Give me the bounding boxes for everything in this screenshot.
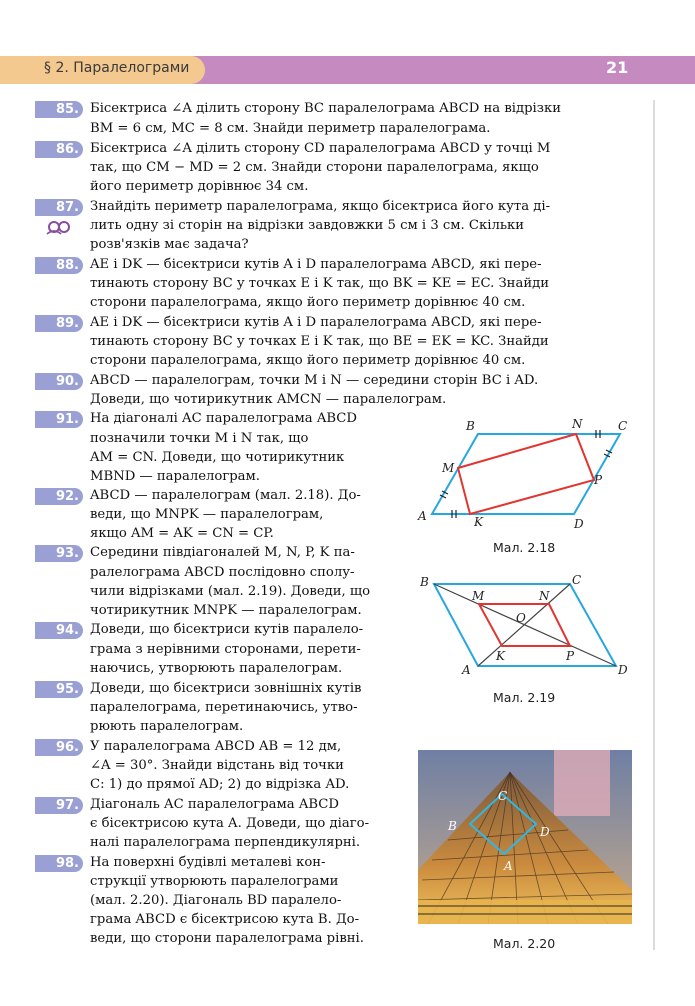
label-d: D <box>618 663 628 677</box>
problem-93-line-4: чотирикутник MNPK — паралелограм. <box>90 603 362 618</box>
problem-number-97: 97. <box>35 797 83 814</box>
problem-number-87: 87. <box>35 199 83 216</box>
label-a: A <box>418 509 427 523</box>
problem-98-line-5: веди, що сторони паралелограма рівні. <box>90 931 364 946</box>
problem-87-line-1: Знайдіть периметр паралелограма, якщо бісектриса його кута ді- <box>90 199 551 214</box>
problem-number-90: 90. <box>35 373 83 390</box>
section-title: § 2. Паралелограми <box>44 60 190 76</box>
problem-89-line-2: тинають сторону BC у точках E і K так, що BE = EK = KC. Знайди <box>90 334 549 349</box>
caption-2-19: Мал. 2.19 <box>493 690 556 705</box>
caption-2-18: Мал. 2.18 <box>493 540 556 555</box>
problem-86-line-3: його периметр дорівнює 34 см. <box>90 179 309 194</box>
problem-91-line-1: На діагоналі AC паралелограма ABCD <box>90 411 357 426</box>
problem-92-line-2: веди, що MNPK — паралелограм, <box>90 507 324 522</box>
problem-96-line-1: У паралелограма ABCD AB = 12 дм, <box>90 739 342 754</box>
problem-number-94: 94. <box>35 622 83 639</box>
problem-number-86: 86. <box>35 141 83 158</box>
figure-2-19 <box>412 572 642 682</box>
problem-number-96: 96. <box>35 739 83 756</box>
problem-92-line-1: ABCD — паралелограм (мал. 2.18). До- <box>90 488 361 503</box>
problem-95-line-2: паралелограма, перетинаючись, утво- <box>90 700 358 715</box>
problem-87-line-2: лить одну зі сторін на відрізки завдовжки 5 см і 3 см. Скільки <box>90 218 525 233</box>
problem-94-line-2: грама з нерівними сторонами, перети- <box>90 642 361 657</box>
label-m: M <box>472 589 485 603</box>
figure-2-18 <box>412 412 642 532</box>
problem-number-92: 92. <box>35 488 83 505</box>
label-n: N <box>539 589 550 603</box>
problem-93-line-3: чили відрізками (мал. 2.19). Доведи, що <box>90 584 371 599</box>
problem-number-88: 88. <box>35 257 83 274</box>
label-b: B <box>466 419 475 433</box>
problem-98-line-1: На поверхні будівлі металеві кон- <box>90 855 326 870</box>
label-d: D <box>540 825 550 839</box>
label-c: C <box>618 419 628 433</box>
label-a: A <box>462 663 471 677</box>
problem-88-line-1: AE і DK — бісектриси кутів A і D паралелограма ABCD, які пере- <box>90 257 542 272</box>
problem-number-98: 98. <box>35 855 83 872</box>
problem-87-line-3: розв'язків має задача? <box>90 237 249 252</box>
label-c: C <box>572 573 582 587</box>
problem-94-line-1: Доведи, що бісектриси кутів паралело- <box>90 622 364 637</box>
problem-number-89: 89. <box>35 315 83 332</box>
problem-number-91: 91. <box>35 411 83 428</box>
problem-91-line-4: MBND — паралелограм. <box>90 469 260 484</box>
problem-92-line-3: якщо AM = AK = CN = CP. <box>90 526 274 541</box>
problem-95-line-3: рюють паралелограм. <box>90 719 244 734</box>
problem-85-line-2: BM = 6 см, MC = 8 см. Знайди периметр паралелограма. <box>90 121 491 136</box>
problem-85-line-1: Бісектриса ∠A ділить сторону BC паралелограма ABCD на відрізки <box>90 101 561 116</box>
problem-90-line-1: ABCD — паралелограм, точки M і N — середини сторін BC і AD. <box>90 373 539 388</box>
problem-90-line-2: Доведи, що чотирикутник AMCN — паралелограм. <box>90 392 447 407</box>
problem-98-line-3: (мал. 2.20). Діагональ BD паралело- <box>90 893 342 908</box>
problem-98-line-4: грама ABCD є бісектрисою кута B. До- <box>90 912 360 927</box>
problem-89-line-1: AE і DK — бісектриси кутів A і D паралелограма ABCD, які пере- <box>90 315 542 330</box>
problem-88-line-3: сторони паралелограма, якщо його периметр дорівнює 40 см. <box>90 295 526 310</box>
problem-97-line-1: Діагональ AC паралелограма ABCD <box>90 797 339 812</box>
label-n: N <box>572 417 583 431</box>
problem-number-85: 85. <box>35 101 83 118</box>
margin-rule <box>653 100 655 950</box>
building-photo <box>418 750 632 924</box>
problem-94-line-3: наючись, утворюють паралелограм. <box>90 661 343 676</box>
problem-93-line-2: ралелограма ABCD послідовно сполу- <box>90 565 355 580</box>
label-p: P <box>566 649 575 663</box>
problem-93-line-1: Середини півдіагоналей M, N, P, K па- <box>90 545 355 560</box>
problem-97-line-3: налі паралелограма перпендикулярні. <box>90 835 361 850</box>
problem-88-line-2: тинають сторону BC у точках E і K так, що BK = KE = EC. Знайди <box>90 276 550 291</box>
label-k: K <box>496 649 505 663</box>
label-a: A <box>504 859 513 873</box>
label-o: O <box>516 611 526 625</box>
problem-89-line-3: сторони паралелограма, якщо його периметр дорівнює 40 см. <box>90 353 526 368</box>
label-k: K <box>474 515 483 529</box>
label-c: C <box>498 789 508 803</box>
problem-86-line-2: так, що CM − MD = 2 см. Знайди сторони паралелограма, якщо <box>90 160 539 175</box>
label-m: M <box>442 461 455 475</box>
label-p: P <box>594 473 603 487</box>
problem-91-line-3: AM = CN. Доведи, що чотирикутник <box>90 450 345 465</box>
problem-97-line-2: є бісектрисою кута A. Доведи, що діаго- <box>90 816 370 831</box>
problem-98-line-2: струкції утворюють паралелограми <box>90 874 339 889</box>
label-d: D <box>574 517 584 531</box>
problem-96-line-2: ∠A = 30°. Знайди відстань від точки <box>90 758 344 773</box>
group-work-icon <box>44 219 74 235</box>
caption-2-20: Мал. 2.20 <box>493 936 556 951</box>
problem-86-line-1: Бісектриса ∠A ділить сторону CD паралелограма ABCD у точці M <box>90 141 551 156</box>
parallelogram-mnpk <box>458 434 594 514</box>
label-b: B <box>420 575 429 589</box>
page-number: 21 <box>606 58 629 77</box>
problem-95-line-1: Доведи, що бісектриси зовнішніх кутів <box>90 681 362 696</box>
label-b: B <box>448 819 457 833</box>
problem-91-line-2: позначили точки M і N так, що <box>90 431 309 446</box>
problem-96-line-3: C: 1) до прямої AD; 2) до відрізка AD. <box>90 777 350 792</box>
problem-number-93: 93. <box>35 545 83 562</box>
problem-number-95: 95. <box>35 681 83 698</box>
